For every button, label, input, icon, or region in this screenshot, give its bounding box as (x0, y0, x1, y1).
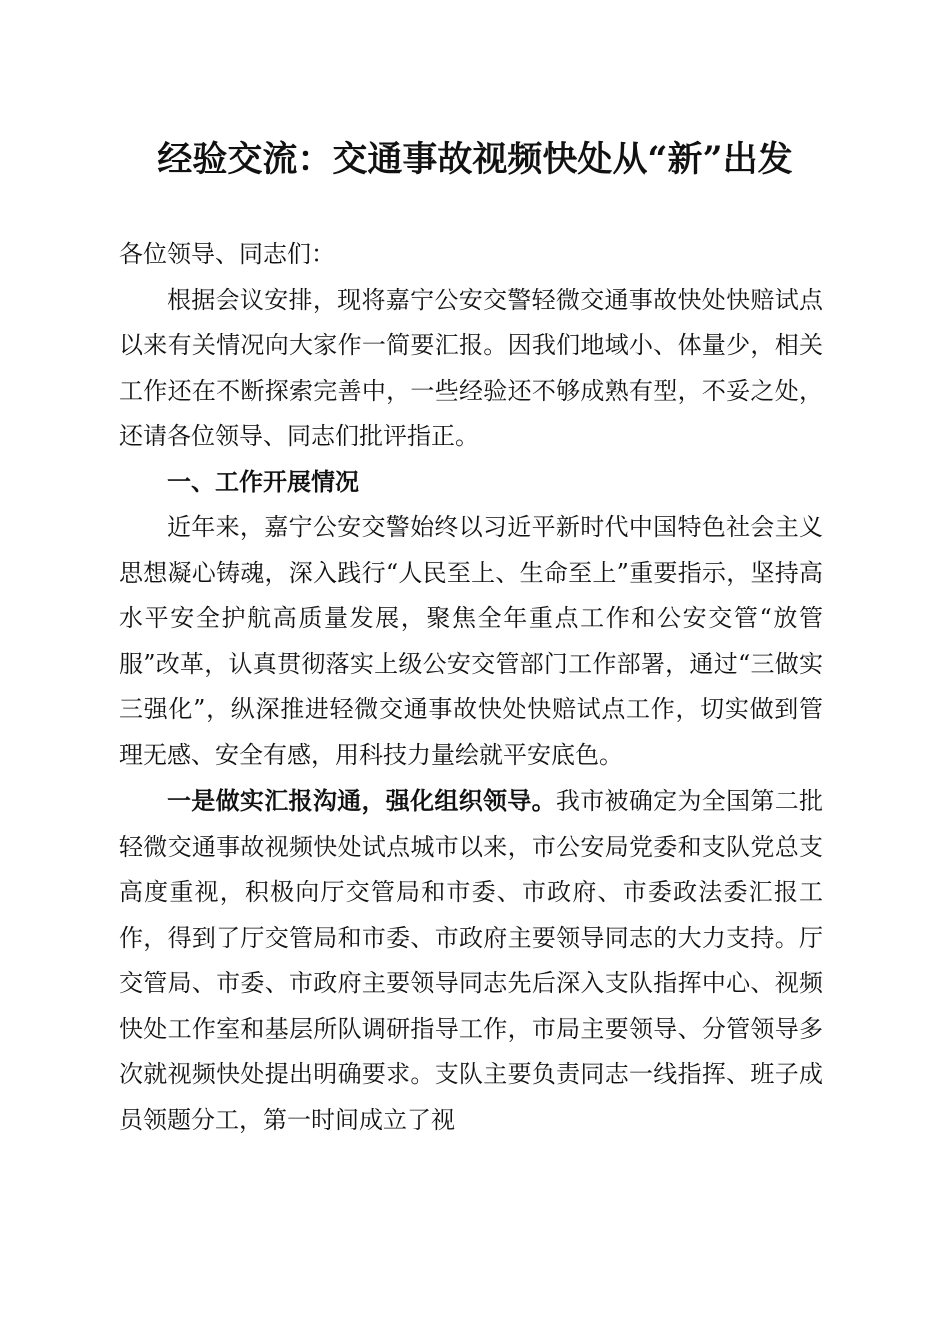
point-paragraph (119, 778, 823, 1143)
document-title: 经验交流：交通事故视频快处从“新”出发 (157, 139, 793, 180)
point-body: 我市被确定为全国第二批轻微交通事故视频快处试点城市以来，市公安局党委和支队党总支高度重视，积极向厅交管局和市委、市政府、市委政法委汇报工作，得到了厅交管局和市委、市政府主要领导同志的大力支持。厅交管局、市委、市政府主要领导同志先后深入支队指挥中心、视频快处工作室和基层所队调研指导工作，市局主要领导、分管领导多次就视频快处提出明确要求。支队主要负责同志一线指挥、班子成员领题分工，第一时间成立了视 (119, 787, 823, 1134)
point-lead: 一是做实汇报沟通，强化组织领导。 (167, 786, 556, 815)
intro-paragraph: 根据会议安排，现将嘉宁公安交警轻微交通事故快处快赔试点以来有关情况向大家作一简要汇报。因我们地域小、体量少，相关工作还在不断探索完善中，一些经验还不够成熟有型，不妥之处，还请各位领导、同志们批评指正。 (119, 285, 823, 450)
document-body (119, 232, 823, 1143)
salutation: 各位领导、同志们： (119, 240, 335, 268)
section-heading: 一、工作开展情况 (167, 467, 359, 496)
section-paragraph: 近年来，嘉宁公安交警始终以习近平新时代中国特色社会主义思想凝心铸魂，深入践行“人民至上、生命至上”重要指示，坚持高水平安全护航高质量发展，聚焦全年重点工作和公安交管“放管服”改革，认真贯彻落实上级公安交管部门工作部署，通过“三做实三强化”，纵深推进轻微交通事故快处快赔试点工作，切实做到管理无感、安全有感，用科技力量绘就平安底色。 (119, 513, 823, 769)
